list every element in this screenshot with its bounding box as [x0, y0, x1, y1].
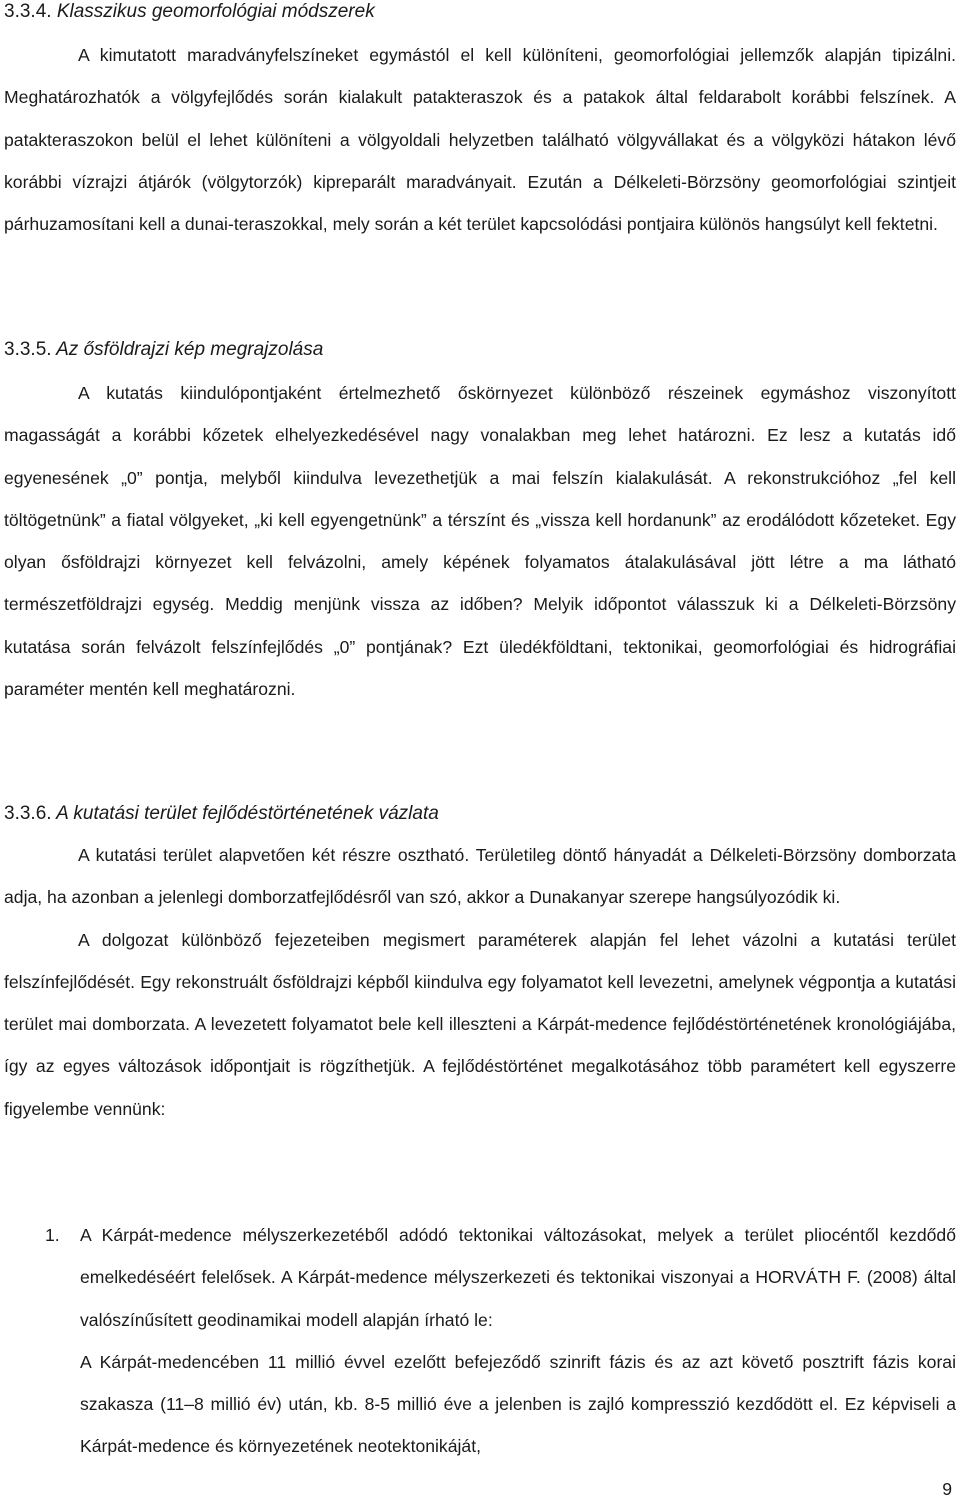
- section-heading-3-3-4: [4, 1, 375, 23]
- section-body-3-3-5: [4, 372, 956, 710]
- section-body-3-3-4: [4, 34, 956, 245]
- list-item-paragraph: A Kárpát-medencében 11 millió évvel ezelőtt befejeződő szinrift fázis és az azt követő posztrift fázis korai szakasza (11–8 millió év) után, kb. 8-5 millió éve a jelenben is zajló kompresszió kezdődött el. Ez képviseli a Kárpát-medence és környezetének neotektonikáját,: [80, 1351, 956, 1457]
- section-number: 3.3.4.: [4, 1, 52, 22]
- section-heading-3-3-5: [4, 339, 323, 361]
- paragraph: A kimutatott maradványfelszíneket egymástól el kell különíteni, geomorfológiai jellemzők alapján tipizálni. Meghatározhatók a völgyfejlődés során kialakult patakteraszok és a patakok által feldarabolt korábbi felszínek. A patakteraszokon belül el lehet különíteni a völgyoldali helyzetben található völgyvállakat és a völgyközi hátakon lévő korábbi vízrajzi átjárók (völgytorzók) kipreparált maradványait. Ezután a Délkeleti-Börzsöny geomorfológiai szintjeit párhuzamosítani kell a dunai-teraszokkal, mely során a két terület kapcsolódási pontjaira különös hangsúlyt kell fektetni.: [4, 45, 956, 235]
- section-number: 3.3.5.: [4, 339, 52, 360]
- list-item: [4, 1214, 956, 1468]
- section-body-3-3-6: [4, 834, 956, 1130]
- numbered-list: [4, 1214, 956, 1468]
- paragraph: A dolgozat különböző fejezeteiben megismert paraméterek alapján fel lehet vázolni a kutatási terület felszínfejlődését. Egy rekonstruált ősföldrajzi képből kiindulva egy folyamatot kell levezetni, amelynek végpontja a kutatási terület mai domborzata. A levezetett folyamatot bele kell illeszteni a Kárpát-medence fejlődéstörténetének kronológiájába, így az egyes változások időpontjait is rögzíthetjük. A fejlődéstörténet megalkotásához több paramétert kell egyszerre figyelembe vennünk:: [4, 929, 956, 1119]
- section-heading-3-3-6: [4, 803, 439, 825]
- section-title: Klasszikus geomorfológiai módszerek: [56, 1, 375, 22]
- paragraph: A kutatási terület alapvetően két részre osztható. Területileg döntő hányadát a Délkeleti-Börzsöny domborzata adja, ha azonban a jelenlegi domborzatfejlődésről van szó, akkor a Dunakanyar szerepe hangsúlyozódik ki.: [4, 845, 956, 908]
- section-number: 3.3.6.: [4, 803, 52, 824]
- list-marker: 1.: [45, 1225, 60, 1245]
- list-item-paragraph: A Kárpát-medence mélyszerkezetéből adódó tektonikai változásokat, melyek a terület pliocéntől kezdődő emelkedéséért felelősek. A Kárpát-medence mélyszerkezeti és tektonikai viszonyai a HORVÁTH F. (2008) által valószínűsített geodinamikai modell alapján írható le:: [80, 1225, 956, 1330]
- paragraph: A kutatás kiindulópontjaként értelmezhető őskörnyezet különböző részeinek egymáshoz viszonyított magasságát a korábbi kőzetek elhelyezkedésével nagy vonalakban meg lehet határozni. Ez lesz a kutatás idő egyenesének „0” pontja, melyből kiindulva levezethetjük a mai felszín kialakulását. A rekonstrukcióhoz „fel kell töltögetnünk” a fiatal völgyeket, „ki kell egyengetnünk” a térszínt és „vissza kell hordanunk” az erodálódott kőzeteket. Egy olyan ősföldrajzi környezet kell felvázolni, amely képének folyamatos átalakulásával jött létre a ma látható természetföldrajzi egység. Meddig menjünk vissza az időben? Melyik időpontot válasszuk ki a Délkeleti-Börzsöny kutatása során felvázolt felszínfejlődés „0” pontjának? Ezt üledékföldtani, tektonikai, geomorfológiai és hidrográfiai paraméter mentén kell meghatározni.: [4, 383, 956, 700]
- page-number: 9: [942, 1479, 952, 1499]
- section-title: Az ősföldrajzi kép megrajzolása: [56, 339, 324, 360]
- section-title: A kutatási terület fejlődéstörténetének vázlata: [56, 803, 439, 824]
